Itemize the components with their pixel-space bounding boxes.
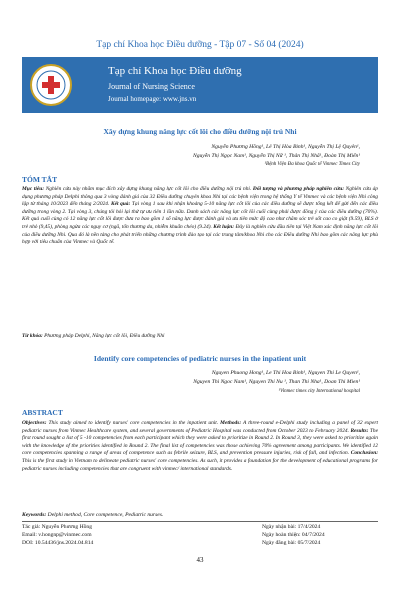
footer-author-info — [22, 523, 93, 547]
en-abstract-heading: ABSTRACT — [22, 408, 63, 417]
vn-authors — [40, 143, 360, 161]
en-abstract-body — [22, 420, 378, 473]
en-keywords — [22, 512, 378, 518]
footer-email[interactable]: Email: v.hongnp@vinmec.com — [22, 532, 92, 538]
en-authors-line2: Nguyen Thi Ngoc Nam¹, Nguyen Thi Nu ¹, Than Thi Nha¹, Doan Thi Mien¹ — [193, 379, 360, 385]
footer-published: Ngày đăng bài: 05/7/2024 — [262, 540, 321, 546]
en-conclusion-label: Conclusion: — [350, 450, 378, 457]
footer-received: Ngày nhận bài: 17/4/2024 — [262, 524, 321, 530]
en-methods-label: Methods: — [220, 420, 242, 426]
en-affiliation: ¹Vinmec times city International hospital — [278, 389, 360, 394]
en-objectives-text: This study aimed to identify nurses' core competencies in the inpatient unit. — [46, 420, 219, 426]
footer-divider — [22, 521, 378, 522]
vn-aim-text: Nghiên cứu này nhằm mục đích xây dựng khung năng lực cốt lõi cho điều dưỡng nội trú nhi. — [44, 186, 252, 192]
en-article-title: Identify core competencies of pediatric nurses in the inpatient unit — [93, 354, 307, 363]
vn-conclusion-label: Kết luận: — [213, 223, 235, 230]
footer-author: Tác giả: Nguyễn Phương Hồng — [22, 524, 92, 530]
en-objectives-label: Objectives: — [22, 420, 47, 426]
en-keywords-label: Keywords: — [22, 512, 47, 518]
vn-methods-label: Đối tượng và phương pháp nghiên cứu: — [252, 186, 344, 192]
journal-homepage: Journal homepage: www.jns.vn — [108, 95, 197, 103]
footer-revised: Ngày hoàn thiện: 04/7/2024 — [262, 532, 325, 538]
vn-methods-text: Nghiên cứu áp dụng phương pháp Delphi thông qua 3 vòng đánh giá của 32 Điều dưỡng chuyên khoa Nhi tại các bệnh viện trong hệ thống Y tế Vinmec và các bệnh viện Nhi công lập từ tháng 10/2023 đến tháng 2/2024. — [22, 186, 378, 208]
en-conclusion-text: This is the first study in Vietnam to delineate pediatric nurses' core competencies. As such, it provides a foundation for the development of educational programs for pediatric nurses including competencies that are congruent with vinmec/ international standards. — [22, 457, 378, 472]
vn-conclusion-text: Đây là nghiên cứu đầu tiên tại Việt Nam xác định năng lực cốt lõi của điều dưỡng Nhi. Qua đó là nền tảng cho phát triển những chương trình đào tạo tại các trung tâm/khoa Nhi cho các Điều dưỡng Nhi bao gồm các năng lực phù hợp với tiêu chuẩn của Vinmec và Quốc tế. — [22, 223, 378, 246]
journal-banner — [22, 57, 378, 113]
journal-title: Tạp chí Khoa học Điều dưỡng — [108, 65, 242, 77]
en-results-label: Results: — [350, 427, 369, 434]
footer-dates — [262, 523, 325, 547]
vn-authors-line1: Nguyễn Phương Hồng¹, Lê Thị Hòa Bình¹, Nguyễn Thị Lệ Quyên¹, — [211, 144, 360, 150]
running-head: Tạp chí Khoa học Điều dưỡng - Tập 07 - Số 04 (2024) — [96, 40, 304, 50]
vn-authors-line2: Nguyễn Thị Ngọc Nam¹, Nguyễn Thị Nữ ¹, Thân Thị Nhã¹, Đoàn Thị Miến¹ — [192, 153, 360, 159]
vn-keywords — [22, 333, 378, 341]
en-results-text: The first round sought a list of 5 -10 competencies from each participant which they were asked to prioritize in Round 2. In Round 3, they were asked to prioritize again with the knowledge of the priorities identified in Round 2. The final list of competencies was those achieving 70% agreement among participants. We identified 12 core competencies spanning a range of areas of competence such as febrile seizure, BLS, and prevention pressure injuries, risk of fall, and infection. — [22, 427, 378, 457]
footer-doi[interactable]: DOI: 10.54436/jns.2024.04.814 — [22, 540, 94, 546]
vn-article-title: Xây dựng khung năng lực cốt lõi cho điều dưỡng nội trú Nhi — [103, 127, 297, 136]
en-methods-text: A three-round e-Delphi study including a panel of 32 expert pediatric nurses from Vinmec Healthcare system, and several governments of Pediatric Hospital was conducted from October 2023 to February 2024. — [22, 420, 378, 434]
vn-keywords-label: Từ khóa: — [22, 333, 43, 339]
en-keywords-text: Delphi method, Core competence, Pediatric nurses. — [46, 512, 164, 518]
vn-aim-label: Mục tiêu: — [22, 186, 45, 192]
vn-results-text: Tại vòng 1 sau khi nhận khoảng 5-10 năng lực cốt lõi của các điều dưỡng sẽ được tổng kết để gửi đến các điều dưỡng trong vòng 2. Tại vòng 3, chúng tôi hỏi lại thứ tự ưu tiên 1 lần nữa. Danh sách các năng lực cốt lõi cuối cùng phải được đồng ý của các điều dưỡng (70%). Kết quả cuối cùng có 12 năng lực cốt lõi được đưa ra bao gồm 1 số năng lực được đánh giá và ưu tiên mức độ cao như chăm sóc trẻ sốt cao co giật (9.59), BLS ở trẻ nhỏ (9,45), phòng ngừa các nguy cơ (ngã, tổn thương da, nhiễm khuẩn chéo) (9.24). — [22, 201, 378, 230]
en-authors — [40, 369, 360, 387]
journal-logo — [28, 63, 74, 107]
vn-summary-heading: TÓM TẮT — [22, 175, 58, 184]
page-number: 43 — [196, 556, 204, 564]
journal-subtitle: Journal of Nursing Science — [108, 82, 195, 91]
vn-summary-body — [22, 186, 378, 247]
vn-affiliation: ¹Bệnh Viện Đa khoa Quốc tế Vinmec Times City — [264, 162, 360, 167]
vn-keywords-text: Phương pháp Delphi, Năng lực cốt lõi, Điều dưỡng Nhi — [42, 333, 165, 339]
en-authors-line1: Nguyen Phuong Hong¹, Le Thi Hoa Binh¹, Nguyen Thi Le Quyen¹, — [211, 370, 360, 376]
vn-results-label: Kết quả: — [110, 201, 131, 208]
